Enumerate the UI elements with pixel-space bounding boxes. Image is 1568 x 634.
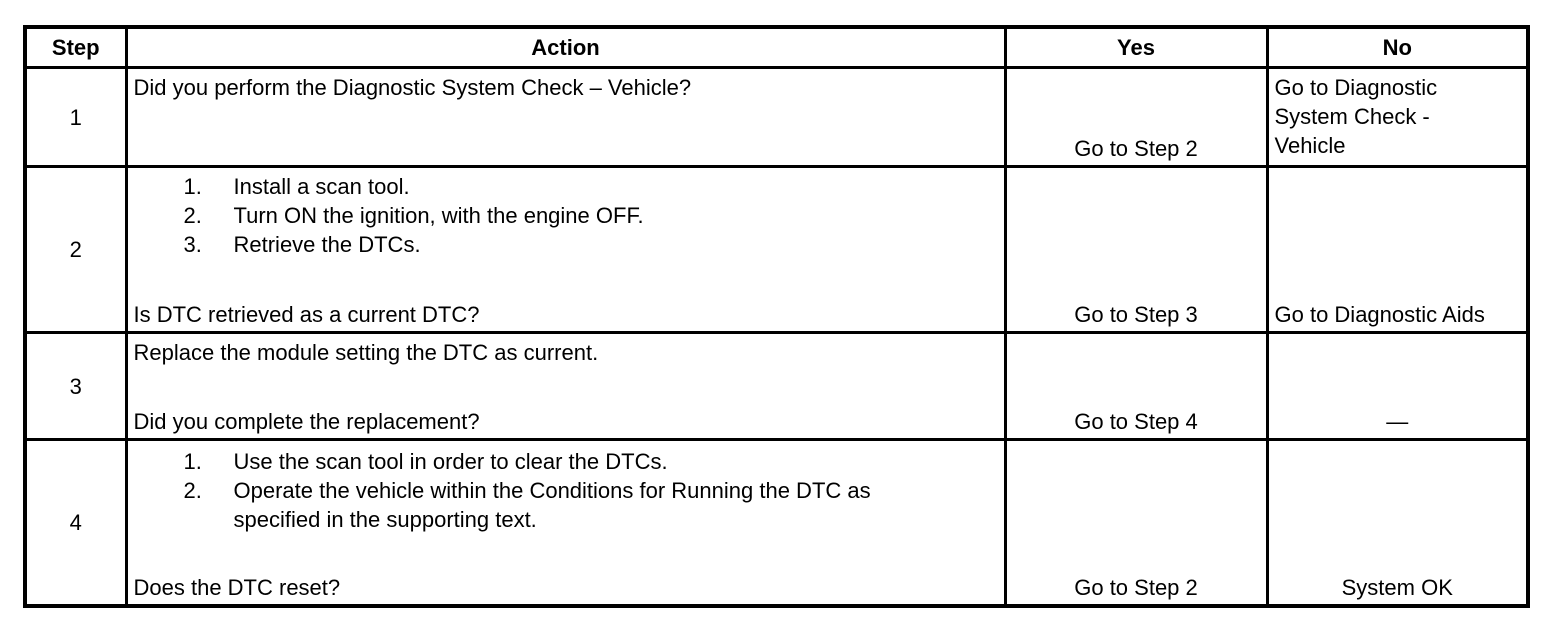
substep-text: Install a scan tool.	[233, 174, 410, 199]
action-text: Replace the module setting the DTC as current.	[133, 340, 599, 365]
yes-link[interactable]: Go to Step 4	[1074, 409, 1198, 434]
substep-item	[134, 476, 998, 534]
action-cell	[126, 68, 1005, 167]
substep-text: Use the scan tool in order to clear the DTCs.	[233, 449, 668, 474]
header-step: Step	[25, 27, 126, 68]
yes-link[interactable]: Go to Step 2	[1074, 575, 1198, 600]
yes-link[interactable]: Go to Step 2	[1074, 136, 1198, 161]
action-cell	[126, 440, 1005, 607]
action-question: Is DTC retrieved as a current DTC?	[133, 302, 480, 327]
table-header-row	[25, 27, 1528, 68]
yes-cell	[1005, 440, 1267, 607]
substep-list	[134, 172, 998, 259]
header-yes: Yes	[1005, 27, 1267, 68]
substep-text: Operate the vehicle within the Conditions for Running the DTC as specified in the supporting text.	[233, 478, 871, 532]
yes-cell	[1005, 167, 1267, 333]
no-dash: —	[1386, 409, 1409, 434]
table-row	[25, 440, 1528, 607]
no-result: System OK	[1341, 575, 1453, 600]
header-action: Action	[126, 27, 1005, 68]
diagnostic-table	[23, 25, 1530, 608]
substep-item	[134, 230, 998, 259]
substep-item	[134, 447, 998, 476]
action-question: Does the DTC reset?	[133, 575, 341, 600]
no-cell	[1267, 167, 1528, 333]
substep-text: Turn ON the ignition, with the engine OFF.	[233, 203, 644, 228]
yes-link[interactable]: Go to Step 3	[1074, 302, 1198, 327]
yes-cell	[1005, 333, 1267, 440]
substep-text: Retrieve the DTCs.	[233, 232, 421, 257]
step-number: 2	[25, 167, 126, 333]
substep-number: 1.	[183, 174, 202, 199]
action-cell	[126, 333, 1005, 440]
table-row	[25, 333, 1528, 440]
step-number: 3	[25, 333, 126, 440]
table-row	[25, 68, 1528, 167]
substep-item	[134, 201, 998, 230]
substep-number: 2.	[183, 478, 202, 503]
step-number: 1	[25, 68, 126, 167]
no-cell	[1267, 440, 1528, 607]
substep-number: 3.	[183, 232, 202, 257]
action-question: Did you complete the replacement?	[133, 409, 480, 434]
action-cell	[126, 167, 1005, 333]
table-row	[25, 167, 1528, 333]
header-no: No	[1267, 27, 1528, 68]
substep-item	[134, 172, 998, 201]
yes-cell	[1005, 68, 1267, 167]
step-number: 4	[25, 440, 126, 607]
action-text: Did you perform the Diagnostic System Check – Vehicle?	[133, 75, 692, 100]
substep-number: 2.	[183, 203, 202, 228]
no-link[interactable]: Go to Diagnostic Aids	[1274, 302, 1485, 327]
no-cell	[1267, 68, 1528, 167]
no-cell	[1267, 333, 1528, 440]
no-link[interactable]: Go to Diagnostic System Check - Vehicle	[1274, 75, 1438, 158]
substep-number: 1.	[183, 449, 202, 474]
substep-list	[134, 447, 998, 534]
